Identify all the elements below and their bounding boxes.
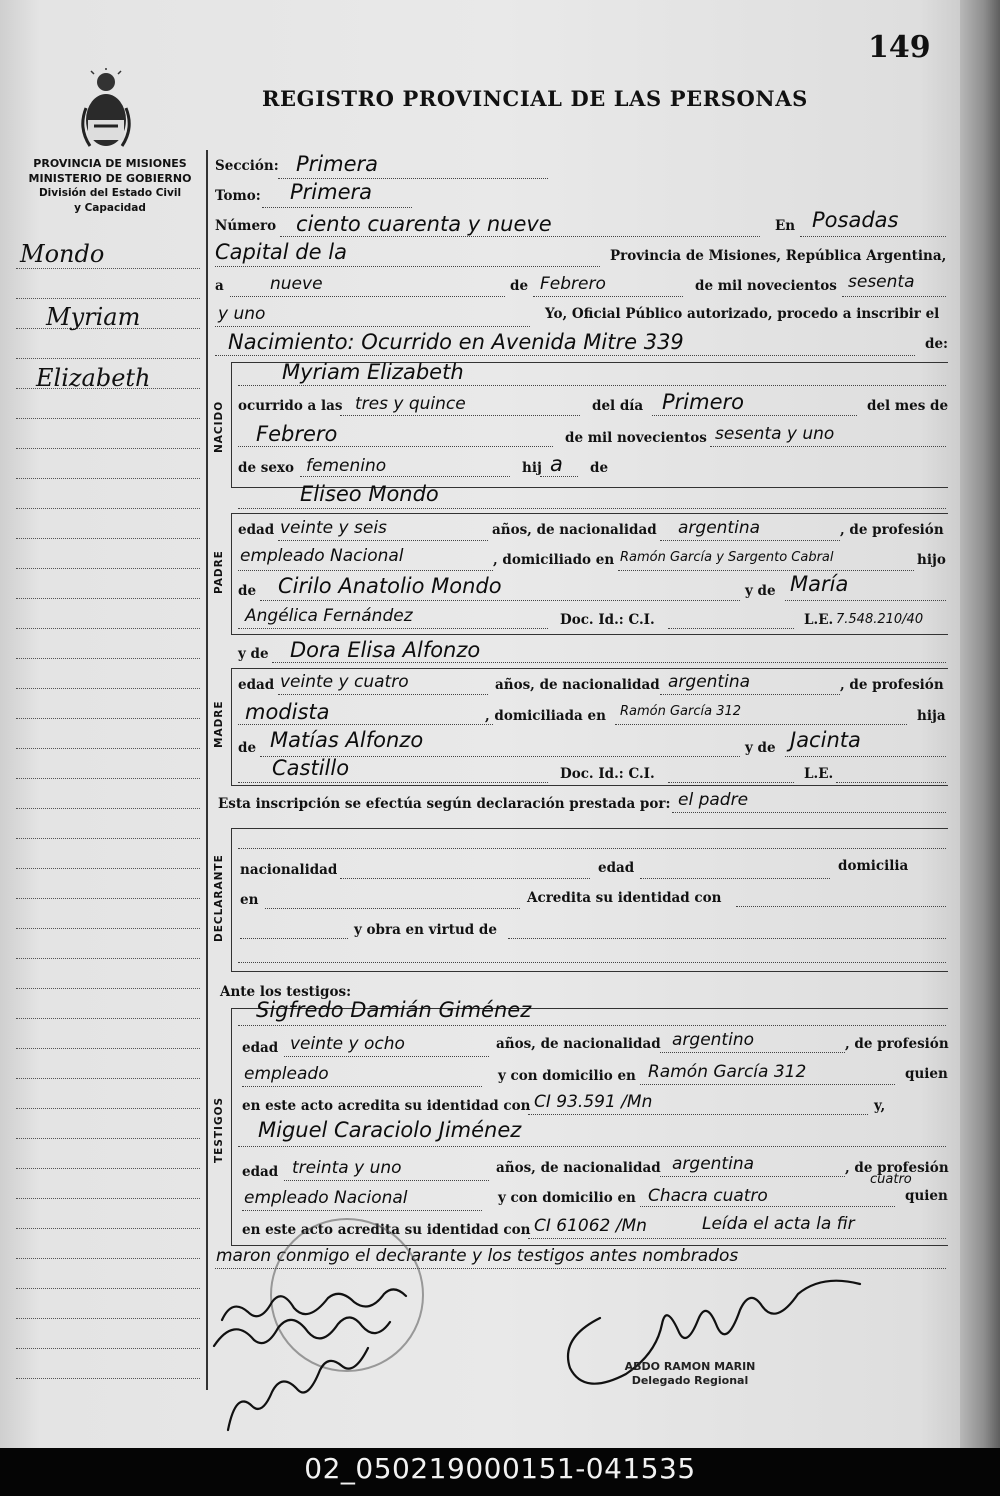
value-lugar: Posadas bbox=[812, 208, 899, 232]
value-t2-dom: Chacra cuatro bbox=[648, 1186, 768, 1206]
label-t2-acredita: en este acto acredita su identidad con bbox=[242, 1222, 531, 1238]
value-del-dia: Primero bbox=[662, 390, 744, 414]
label-esta-inscripcion: Esta inscripción se efectúa según declaración prestada por: bbox=[218, 796, 671, 812]
label-yo: Yo, Oficial Público autorizado, procedo a inscribir el bbox=[545, 306, 940, 322]
value-madre-nac: argentina bbox=[668, 672, 751, 692]
signature-declarant bbox=[228, 1348, 368, 1430]
label-t1-quien: quien bbox=[905, 1066, 948, 1082]
value-madre-madre-cont: Castillo bbox=[272, 756, 350, 780]
label-madre-anos: años, de nacionalidad bbox=[495, 677, 660, 693]
label-t1-acredita: en este acto acredita su identidad con bbox=[242, 1098, 531, 1114]
value-padre-madre-cont: Angélica Fernández bbox=[245, 606, 413, 626]
label-seccion: Sección: bbox=[215, 158, 279, 174]
label-madre-hija: hija bbox=[917, 708, 946, 724]
label-tomo: Tomo: bbox=[215, 188, 261, 204]
value-padre-dom: Ramón García y Sargento Cabral bbox=[620, 550, 834, 565]
value-padre-padre: Cirilo Anatolio Mondo bbox=[278, 574, 502, 598]
label-madre-doc: Doc. Id.: C.I. bbox=[560, 766, 655, 782]
value-numero: ciento cuarenta y nueve bbox=[296, 212, 552, 236]
margin-middle-name: Elizabeth bbox=[36, 364, 151, 392]
label-provincia: Provincia de Misiones, República Argentina, bbox=[610, 248, 947, 264]
value-t1-prof: empleado bbox=[244, 1064, 329, 1084]
label-sexo: de sexo bbox=[238, 460, 294, 476]
value-t2-edad: treinta y uno bbox=[292, 1158, 402, 1178]
label-numero: Número bbox=[215, 218, 277, 234]
value-sexo: femenino bbox=[306, 456, 387, 476]
org-line-4: y Capacidad bbox=[74, 202, 146, 214]
label-padre-profesion: , de profesión bbox=[840, 522, 944, 538]
label-t1-y: y, bbox=[874, 1098, 886, 1114]
value-anio: sesenta bbox=[848, 272, 915, 292]
label-padre-le: L.E. bbox=[804, 612, 834, 628]
label-t1-edad: edad bbox=[242, 1040, 279, 1056]
value-testigo-2: Miguel Caraciolo Jiménez bbox=[258, 1118, 522, 1142]
label-t1-anos: años, de nacionalidad bbox=[496, 1036, 661, 1052]
value-padre-nombre: Eliseo Mondo bbox=[300, 482, 439, 506]
value-madre-nombre: Dora Elisa Alfonzo bbox=[290, 638, 481, 662]
label-del-mes: del mes de bbox=[867, 398, 949, 414]
value-nombre: Myriam Elizabeth bbox=[282, 360, 464, 384]
label-de-mil: de mil novecientos bbox=[695, 278, 837, 294]
value-anio-nac: sesenta y uno bbox=[715, 424, 835, 444]
value-t2-nac: argentina bbox=[672, 1154, 755, 1174]
value-dia: nueve bbox=[270, 274, 323, 294]
value-madre-edad: veinte y cuatro bbox=[280, 672, 409, 692]
label-t2-domicilio: y con domicilio en bbox=[498, 1190, 636, 1206]
label-madre-y-de: y de bbox=[238, 646, 269, 662]
label-t2-edad: edad bbox=[242, 1164, 279, 1180]
label-de-colon: de: bbox=[925, 336, 949, 352]
label-decl-obra: y obra en virtud de bbox=[354, 922, 497, 938]
value-hij-suffix: a bbox=[550, 452, 563, 476]
label-a: a bbox=[215, 278, 224, 294]
value-padre-madre: María bbox=[790, 572, 849, 596]
label-padre-de: de bbox=[238, 583, 257, 599]
value-padre-edad: veinte y seis bbox=[280, 518, 387, 538]
value-padre-nac: argentina bbox=[678, 518, 761, 538]
value-tomo: Primera bbox=[290, 180, 373, 204]
value-t2-doc: CI 61062 /Mn bbox=[534, 1216, 647, 1236]
value-t1-dom: Ramón García 312 bbox=[648, 1062, 807, 1082]
margin-surname: Mondo bbox=[20, 240, 105, 268]
value-hora: tres y quince bbox=[355, 394, 466, 414]
value-t2-prof: empleado Nacional bbox=[244, 1188, 408, 1208]
stamp-line-1: ABDO RAMON MARIN bbox=[624, 1360, 756, 1373]
label-madre-profesion: , de profesión bbox=[840, 677, 944, 693]
label-decl-edad: edad bbox=[598, 860, 635, 876]
org-line-3: División del Estado Civil bbox=[38, 187, 182, 199]
value-acto: Nacimiento: Ocurrido en Avenida Mitre 339 bbox=[228, 330, 684, 354]
value-t1-doc: CI 93.591 /Mn bbox=[534, 1092, 653, 1112]
label-t2-quien: quien bbox=[905, 1188, 948, 1204]
value-t1-edad: veinte y ocho bbox=[290, 1034, 405, 1054]
document-identifier: 02_050219000151-041535 bbox=[304, 1452, 696, 1485]
document-title: REGISTRO PROVINCIAL DE LAS PERSONAS bbox=[262, 86, 808, 111]
official-stamp bbox=[595, 1360, 785, 1400]
page-number: 149 bbox=[868, 30, 931, 65]
value-capital: Capital de la bbox=[215, 240, 347, 264]
label-t1-profesion: , de profesión bbox=[845, 1036, 949, 1052]
label-decl-nacionalidad: nacionalidad bbox=[240, 862, 338, 878]
side-label-nacido: NACIDO bbox=[213, 400, 225, 454]
label-t1-domicilio: y con domicilio en bbox=[498, 1068, 636, 1084]
value-t2-dom-note: cuatro bbox=[870, 1172, 912, 1187]
value-testigo-1: Sigfredo Damián Giménez bbox=[256, 998, 532, 1022]
value-seccion: Primera bbox=[296, 152, 379, 176]
label-t2-profesion: , de profesión bbox=[845, 1160, 949, 1176]
value-cierre-1: Leída el acta la fir bbox=[702, 1214, 855, 1234]
signature-witness-2 bbox=[214, 1317, 390, 1346]
value-declarante: el padre bbox=[678, 790, 749, 810]
label-padre-y-de: y de bbox=[745, 583, 776, 599]
label-de-2: de bbox=[590, 460, 609, 476]
label-padre-anos: años, de nacionalidad bbox=[492, 522, 657, 538]
label-ante-testigos: Ante los testigos: bbox=[220, 984, 352, 1000]
label-t2-anos: años, de nacionalidad bbox=[496, 1160, 661, 1176]
label-en: En bbox=[775, 218, 796, 234]
label-decl-domicilia: domicilia bbox=[838, 858, 909, 874]
value-madre-dom: Ramón García 312 bbox=[620, 704, 742, 719]
label-madre-edad: edad bbox=[238, 677, 275, 693]
value-mes: Febrero bbox=[540, 274, 606, 294]
side-label-declarante: DECLARANTE bbox=[213, 854, 225, 942]
value-anio-cont: y uno bbox=[218, 304, 266, 324]
value-mes-nac: Febrero bbox=[256, 422, 338, 446]
margin-first-name: Myriam bbox=[46, 303, 141, 331]
label-padre-edad: edad bbox=[238, 522, 275, 538]
value-padre-le: 7.548.210/40 bbox=[836, 612, 924, 627]
value-madre-padre: Matías Alfonzo bbox=[270, 728, 424, 752]
side-label-padre: PADRE bbox=[213, 550, 225, 594]
label-de-mil-nac: de mil novecientos bbox=[565, 430, 707, 446]
value-madre-madre: Jacinta bbox=[790, 728, 861, 752]
org-line-2: MINISTERIO DE GOBIERNO bbox=[28, 172, 192, 185]
org-line-1: PROVINCIA DE MISIONES bbox=[33, 157, 187, 170]
label-padre-doc: Doc. Id.: C.I. bbox=[560, 612, 655, 628]
value-t1-nac: argentino bbox=[672, 1030, 754, 1050]
side-label-testigos: TESTIGOS bbox=[213, 1096, 225, 1164]
label-ocurrido: ocurrido a las bbox=[238, 398, 343, 414]
value-madre-prof: modista bbox=[245, 700, 330, 724]
label-madre-le: L.E. bbox=[804, 766, 834, 782]
label-decl-acredita: Acredita su identidad con bbox=[527, 890, 722, 906]
side-label-madre: MADRE bbox=[213, 700, 225, 748]
label-madre-y-de-2: y de bbox=[745, 740, 776, 756]
label-madre-de: de bbox=[238, 740, 257, 756]
label-decl-en: en bbox=[240, 892, 259, 908]
value-padre-prof: empleado Nacional bbox=[240, 546, 404, 566]
label-madre-domicilio: , domiciliada en bbox=[485, 708, 606, 724]
label-padre-hijo: hijo bbox=[917, 552, 946, 568]
label-de: de bbox=[510, 278, 529, 294]
label-del-dia: del día bbox=[592, 398, 644, 414]
value-cierre-2: maron conmigo el declarante y los testigos antes nombrados bbox=[216, 1246, 739, 1266]
label-padre-domicilio: , domiciliado en bbox=[493, 552, 615, 568]
stamp-line-2: Delegado Regional bbox=[631, 1374, 749, 1387]
label-hij: hij bbox=[522, 460, 542, 476]
signature-witness-1 bbox=[222, 1289, 406, 1320]
